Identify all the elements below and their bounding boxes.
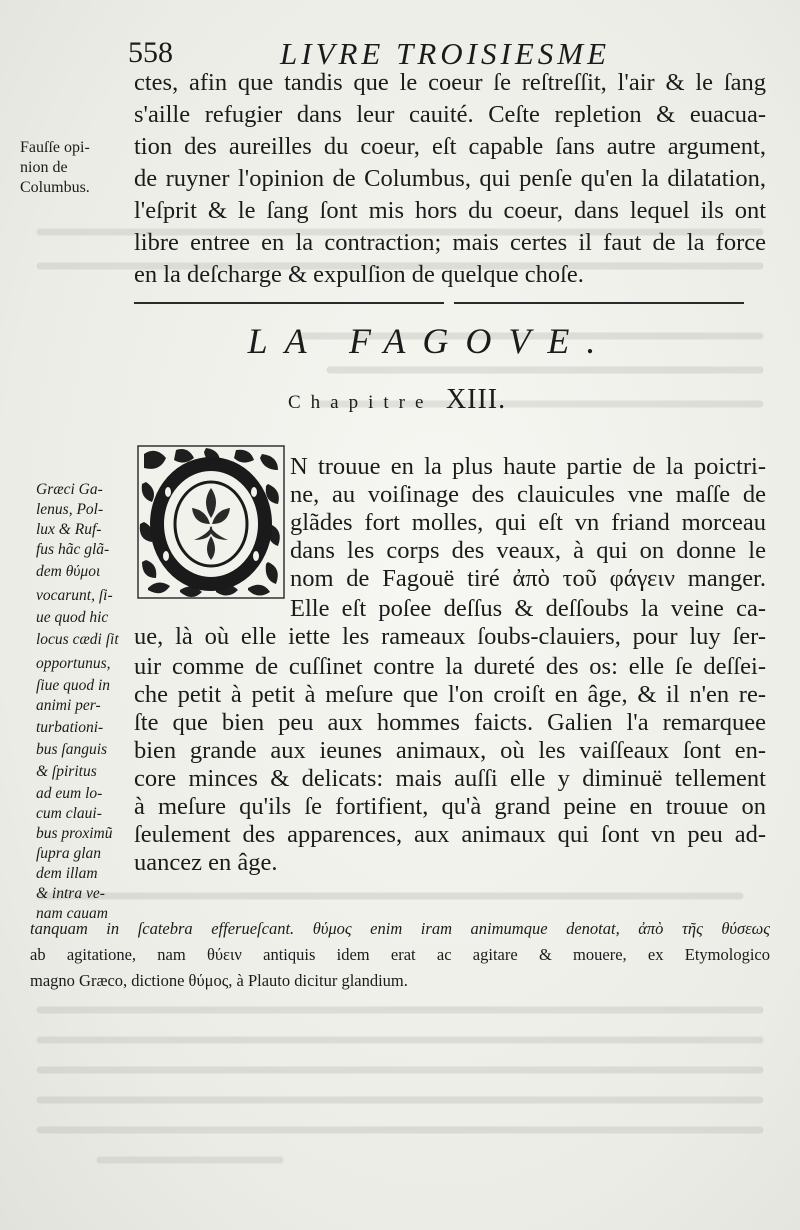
chapter-word: Chapitre xyxy=(288,392,434,413)
margin-note-line: lux & Ruf- xyxy=(36,521,102,538)
margin-note-line: opportunus, xyxy=(36,655,111,672)
text-line: ue, là où elle iette les rameaux ſoubs-clauiers, pour luy ſer- xyxy=(134,623,766,650)
text-line: bien grande aux ieunes animaux, où les vaiſſeaux ſont en- xyxy=(134,737,766,764)
margin-note-line: & ſpiritus xyxy=(36,763,97,780)
margin-note-line: bus proximũ xyxy=(36,825,113,842)
text-line: uancez en âge. xyxy=(134,849,278,876)
chapter-heading xyxy=(288,384,506,416)
margin-note-line: turbationi- xyxy=(36,719,104,736)
margin-note-line: vocarunt, ſi- xyxy=(36,587,113,604)
margin-note-line: ad eum lo- xyxy=(36,785,103,802)
running-head-title: LIVRE TROISIESME xyxy=(280,36,611,71)
margin-note-line: animi per- xyxy=(36,697,101,714)
margin-note-line: fus hãc glã- xyxy=(36,541,110,558)
text-line: core minces & delicats: mais auſſi elle y diminuë tellement xyxy=(134,765,766,792)
margin-note-line: ue quod hic xyxy=(36,609,109,626)
margin-note-line: locus cædi ſit xyxy=(36,631,119,648)
text-line: ſte que bien peu aux hommes faicts. Galien l'a remarquee xyxy=(134,709,766,736)
foliage-ornament-icon xyxy=(136,444,286,600)
margin-note-line: bus ſanguis xyxy=(36,741,108,758)
text-line: l'eſprit & le ſang ſont mis hors du coeur, dans lequel ils ont xyxy=(134,197,766,224)
text-line: ſeulement des apparences, aux animaux qui ſont vn peu ad- xyxy=(134,821,766,848)
margin-note-line: cum claui- xyxy=(36,805,102,822)
chapter-number: XIII. xyxy=(445,384,507,415)
text-line: Elle eſt poſee deſſus & deſſoubs la veine ca- xyxy=(290,595,766,622)
text-line: en la deſcharge & expulſion de quelque choſe. xyxy=(134,261,584,288)
margin-note-line: Fauſſe opi- xyxy=(20,139,90,156)
margin-note-line: nam cauam xyxy=(36,905,108,922)
margin-note-line: Columbus. xyxy=(20,179,90,196)
running-header xyxy=(128,36,768,72)
margin-note-line: dem illam xyxy=(36,865,98,882)
margin-note-line: nion de xyxy=(20,159,68,176)
margin-note-line: ſiue quod in xyxy=(36,677,111,694)
margin-note-line: lenus, Pol- xyxy=(36,501,104,518)
text-line: glãdes fort molles, qui eſt vn friand morceau xyxy=(290,509,766,536)
text-line: nom de Fagouë tiré ἀπὸ τοῦ φάγειν manger. xyxy=(290,565,766,592)
ornamental-dropcap xyxy=(136,444,286,600)
section-rule-left xyxy=(134,302,444,304)
text-line: che petit à petit à meſure que l'on croiſt en âge, & il n'en re- xyxy=(134,681,766,708)
section-title: LA FAGOVE. xyxy=(247,321,613,361)
margin-note-line: Græci Ga- xyxy=(36,481,103,498)
margin-note-line: ſupra glan xyxy=(36,845,102,862)
text-line: libre entree en la contraction; mais certes il faut de la force xyxy=(134,229,766,256)
text-line: s'aille refugier dans leur cauité. Ceſte repletion & euacua- xyxy=(134,101,766,128)
text-line: uir comme de cuſſinet contre la dureté des os: elle ſe deſſei- xyxy=(134,653,766,680)
text-line: dans les corps des veaux, à qui on donne le xyxy=(290,537,766,564)
text-line: ctes, afin que tandis que le coeur ſe reſtreſſit, l'air & le ſang xyxy=(134,69,766,96)
margin-note-line: & intra ve- xyxy=(36,885,105,902)
text-line: à meſure qu'ils ſe fortifient, qu'à grand peine en trouue on xyxy=(134,793,766,820)
footnote-line: magno Græco, dictione θύμος, à Plauto dicitur glandium. xyxy=(30,971,408,990)
margin-note-line: dem θύμοι xyxy=(36,563,101,580)
text-line: ne, au voiſinage des clauicules vne maſſe de xyxy=(290,481,766,508)
text-line: tion des aureilles du coeur, eſt capable ſans autre argument, xyxy=(134,133,766,160)
text-line: N trouue en la plus haute partie de la poictri- xyxy=(290,453,766,480)
section-rule-right xyxy=(454,302,744,304)
page-number: 558 xyxy=(128,36,173,69)
footnote-line: tanquam in ſcatebra efferueſcant. θύμος enim iram animumque denotat, ἀπὸ τῆς θύσεως xyxy=(30,919,770,938)
text-line: de ruyner l'opinion de Columbus, qui penſe qu'en la dilatation, xyxy=(134,165,766,192)
footnote-line: ab agitatione, nam θύειν antiquis idem erat ac agitare & mouere, ex Etymologico xyxy=(30,945,770,964)
